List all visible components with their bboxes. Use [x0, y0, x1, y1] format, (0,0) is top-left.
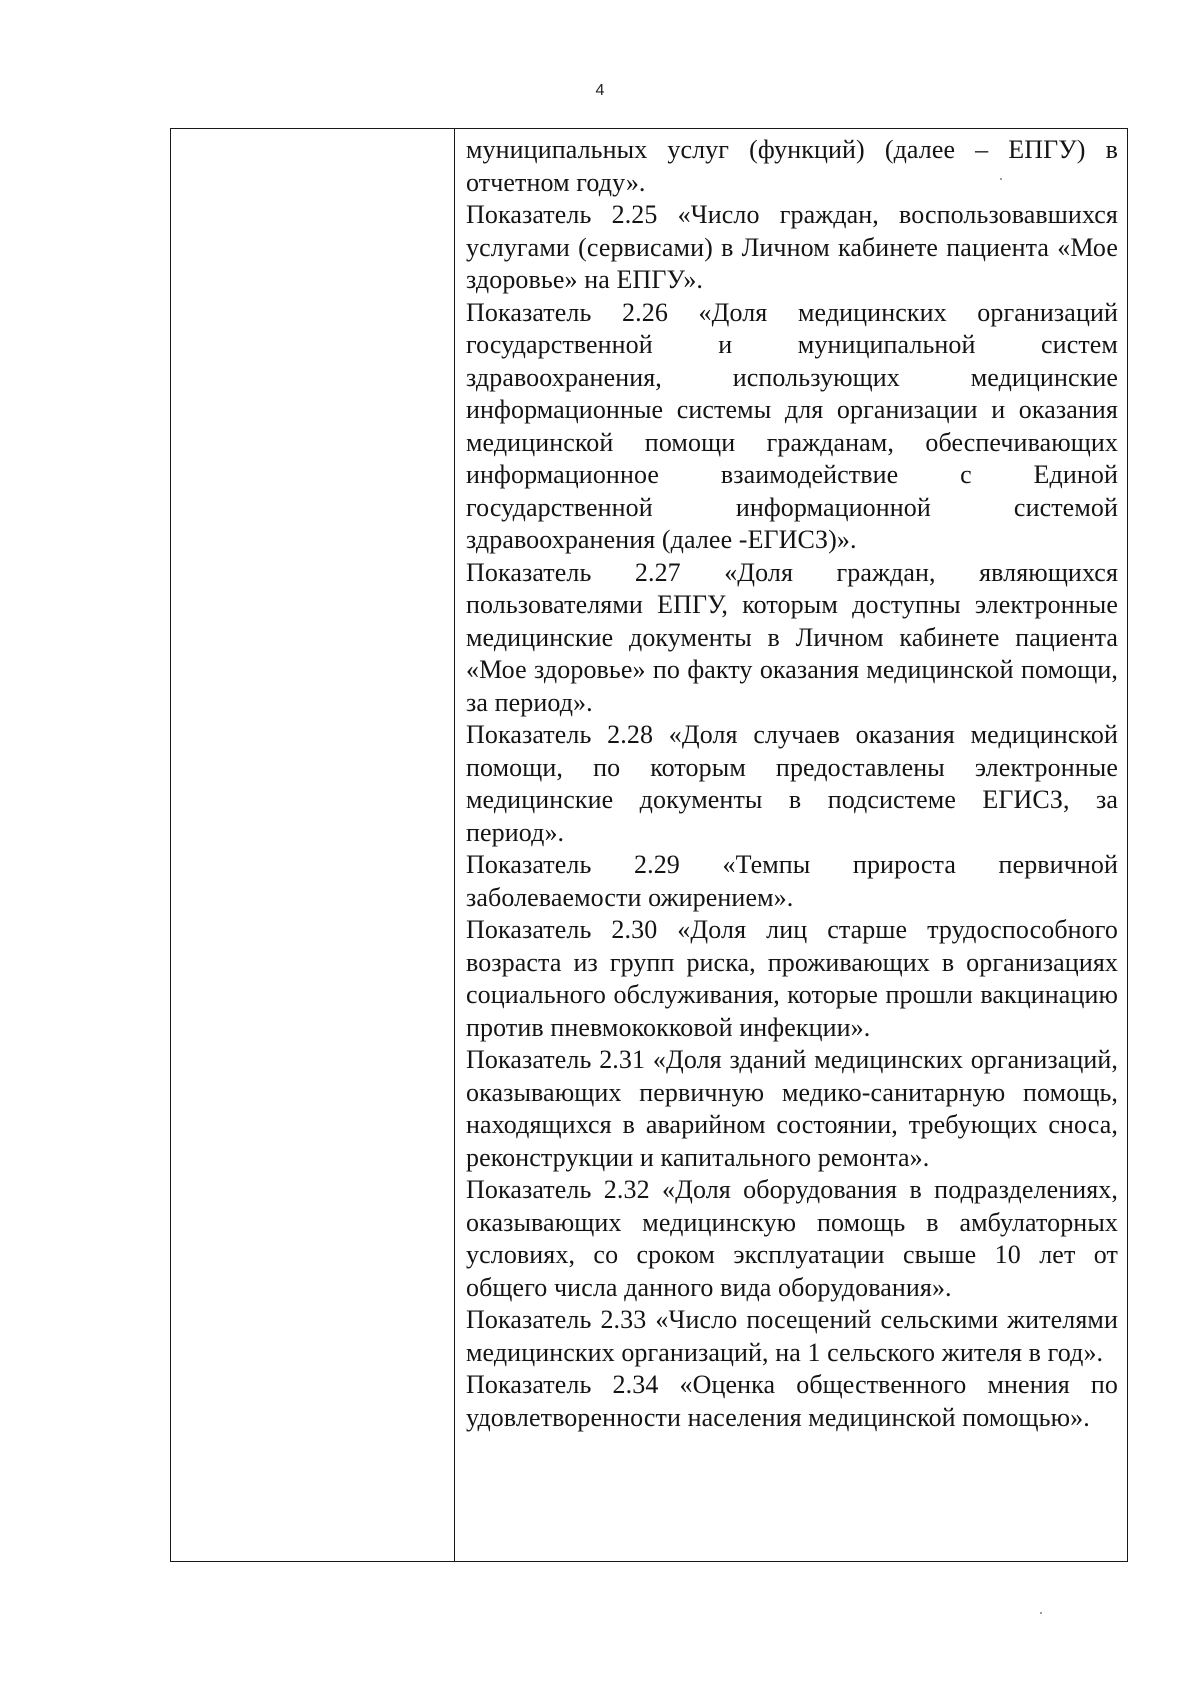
indicator-2-28: Показатель 2.28 «Доля случаев оказания медицинской помощи, по которым предоставлены электронные медицинские документы в подсистеме ЕГИСЗ, за период».: [466, 720, 1118, 847]
indicators-table: [170, 128, 1128, 1562]
paragraph-continuation: муниципальных услуг (функций) (далее – ЕПГУ) в отчетном году».: [466, 135, 1118, 197]
indicator-2-26: Показатель 2.26 «Доля медицинских организаций государственной и муниципальной систем здравоохранения, использующих медицинские информационные системы для организации и оказания медицинской помощи гражданам, обеспечивающих информационное взаимодействие с Единой государственной информационной системой здравоохранения (далее -ЕГИСЗ)».: [466, 297, 1118, 554]
table-left-cell: [171, 129, 455, 1561]
scan-speck: [1040, 1612, 1042, 1614]
scan-speck: [1000, 178, 1002, 180]
indicator-2-29: Показатель 2.29 «Темпы прироста первичной заболеваемости ожирением».: [466, 850, 1118, 912]
indicator-2-30: Показатель 2.30 «Доля лиц старше трудоспособного возраста из групп риска, проживающих в организациях социального обслуживания, которые прошли вакцинацию против пневмококковой инфекции».: [466, 915, 1118, 1042]
indicator-2-27: Показатель 2.27 «Доля граждан, являющихся пользователями ЕПГУ, которым доступны электронные медицинские документы в Личном кабинете пациента «Мое здоровье» по факту оказания медицинской помощи, за период».: [466, 557, 1118, 717]
indicator-2-25: Показатель 2.25 «Число граждан, воспользовавшихся услугами (сервисами) в Личном кабинете пациента «Мое здоровье» на ЕПГУ».: [466, 200, 1118, 294]
page-number: 4: [595, 82, 605, 99]
indicator-2-33: Показатель 2.33 «Число посещений сельскими жителями медицинских организаций, на 1 сельского жителя в год».: [466, 1305, 1118, 1367]
table-right-cell: [455, 129, 1127, 1561]
indicator-2-32: Показатель 2.32 «Доля оборудования в подразделениях, оказывающих медицинскую помощь в амбулаторных условиях, со сроком эксплуатации свыше 10 лет от общего числа данного вида оборудования».: [466, 1175, 1118, 1302]
indicator-2-34: Показатель 2.34 «Оценка общественного мнения по удовлетворенности населения медицинской помощью».: [466, 1370, 1118, 1432]
indicator-2-31: Показатель 2.31 «Доля зданий медицинских организаций, оказывающих первичную медико-санитарную помощь, находящихся в аварийном состоянии, требующих сноса, реконструкции и капитального ремонта».: [466, 1045, 1118, 1172]
